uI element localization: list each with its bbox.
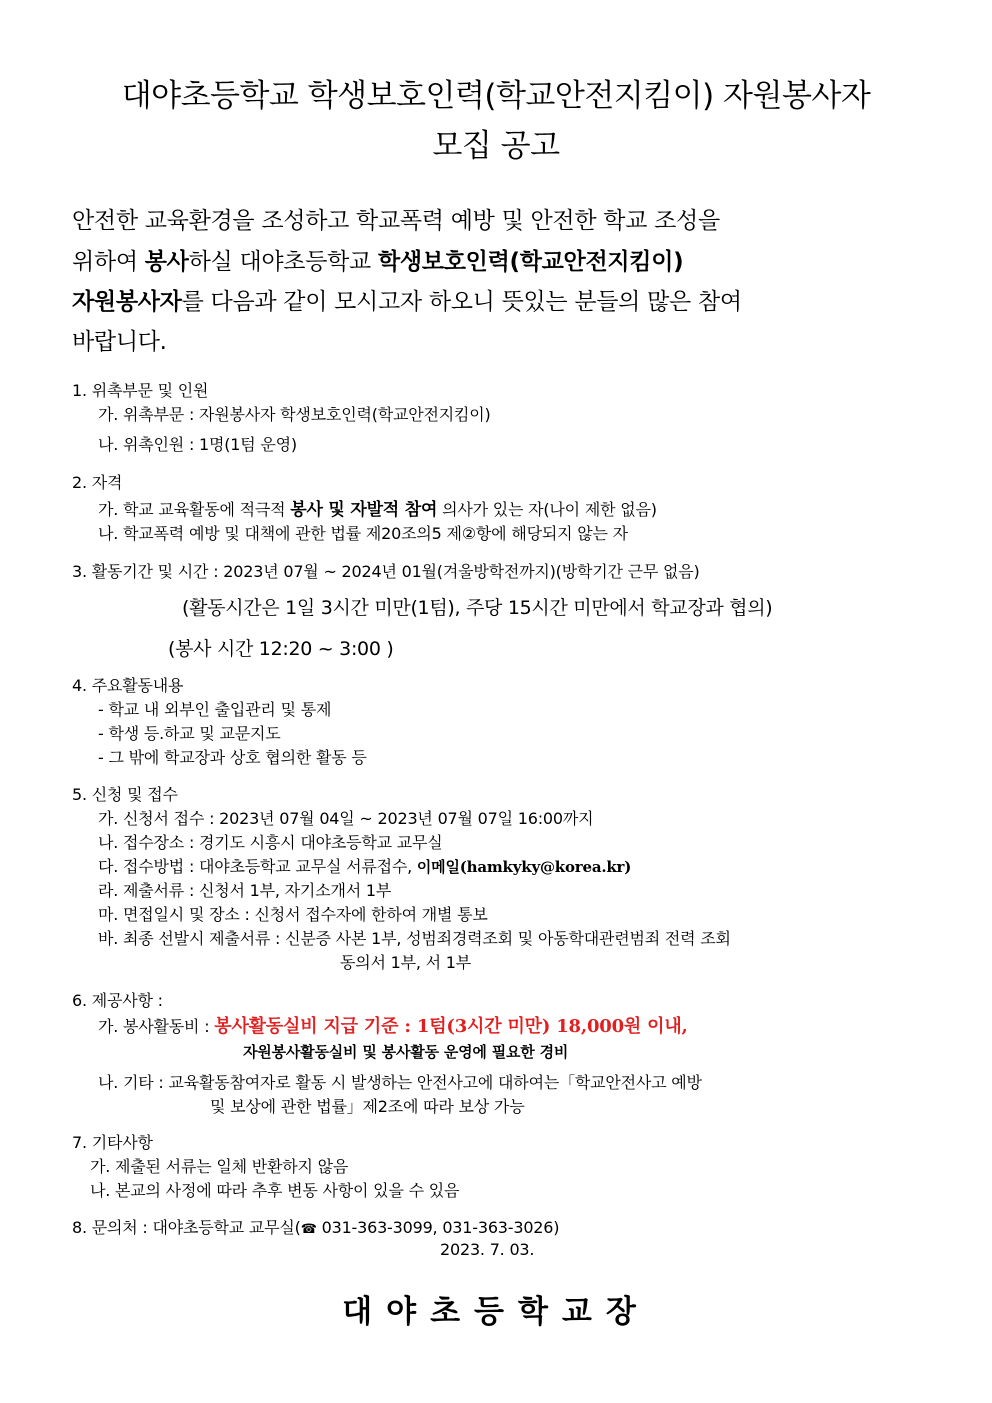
- section-1-item-b: 나. 위촉인원 : 1명(1텀 운영): [98, 435, 297, 454]
- section-3-note-hours: (활동시간은 1일 3시간 미만(1텀), 주당 15시간 미만에서 학교장과 협의): [182, 597, 773, 619]
- intro-line-1: 안전한 교육환경을 조성하고 학교폭력 예방 및 안전한 학교 조성을: [72, 208, 720, 234]
- section-5-item-b: 나. 접수장소 : 경기도 시흥시 대야초등학교 교무실: [98, 833, 443, 852]
- email-address: 이메일(hamkyky@korea.kr): [416, 858, 632, 876]
- contact-text: 8. 문의처 : 대야초등학교 교무실(: [72, 1218, 301, 1237]
- item-text: 가. 학교 교육활동에 적극적: [98, 500, 291, 519]
- item-text: 가. 봉사활동비 :: [98, 1017, 215, 1036]
- section-6-item-a: [98, 1012, 688, 1038]
- page-subtitle: 모집 공고: [432, 128, 560, 164]
- section-7-item-b: 나. 본교의 사정에 따라 추후 변동 사항이 있을 수 있음: [90, 1181, 460, 1200]
- stipend-highlight: 봉사활동실비 지급 기준 : 1텀(3시간 미만) 18,000원 이내,: [214, 1016, 688, 1037]
- section-1-item-a: 가. 위촉부문 : 자원봉사자 학생보호인력(학교안전지킴이): [98, 405, 491, 424]
- section-5-item-f-cont: 동의서 1부, 서 1부: [340, 953, 472, 972]
- intro-emphasis: 자원봉사자: [72, 289, 182, 315]
- section-8-contact: [72, 1215, 559, 1238]
- intro-emphasis: 학생보호인력(학교안전지킴이): [377, 249, 684, 275]
- section-7-heading: 7. 기타사항: [72, 1133, 153, 1152]
- intro-line-4: 바랍니다.: [72, 329, 167, 355]
- section-4-heading: 4. 주요활동내용: [72, 676, 184, 695]
- section-5-item-c: [98, 854, 631, 877]
- section-2-item-b: 나. 학교폭력 예방 및 대책에 관한 법률 제20조의5 제②항에 해당되지 않는 자: [98, 524, 628, 543]
- closing-signature: 대야초등학교장: [342, 1294, 650, 1330]
- section-6-item-b: 나. 기타 : 교육활동참여자로 활동 시 발생하는 안전사고에 대하여는「학교안전사고 예방: [98, 1073, 702, 1092]
- section-5-item-d: 라. 제출서류 : 신청서 1부, 자기소개서 1부: [98, 881, 392, 900]
- intro-text: 하실 대야초등학교: [188, 249, 378, 275]
- section-6-item-a-cont: 자원봉사활동실비 및 봉사활동 운영에 필요한 경비: [243, 1043, 569, 1061]
- section-5-item-e: 마. 면접일시 및 장소 : 신청서 접수자에 한하여 개별 통보: [98, 905, 488, 924]
- section-4-item: - 학교 내 외부인 출입관리 및 통제: [98, 700, 332, 719]
- intro-emphasis: 봉사: [144, 249, 189, 275]
- section-5-heading: 5. 신청 및 접수: [72, 785, 178, 804]
- section-2-heading: 2. 자격: [72, 473, 123, 492]
- item-text: 의사가 있는 자(나이 제한 없음): [437, 500, 657, 519]
- section-6-item-b-cont: 및 보상에 관한 법률」제2조에 따라 보상 가능: [210, 1097, 525, 1116]
- section-7-item-a: 가. 제출된 서류는 일체 반환하지 않음: [90, 1157, 349, 1176]
- intro-text: 를 다음과 같이 모시고자 하오니 뜻있는 분들의 많은 참여: [181, 289, 742, 315]
- section-4-item: - 학생 등.하교 및 교문지도: [98, 724, 281, 743]
- section-3-heading: 3. 활동기간 및 시간 : 2023년 07월 ~ 2024년 01월(겨울방학전까지)(방학기간 근무 없음): [72, 562, 700, 581]
- item-text: 다. 접수방법 : 대야초등학교 교무실 서류접수,: [98, 857, 417, 876]
- section-4-item: - 그 밖에 학교장과 상호 협의한 활동 등: [98, 748, 367, 767]
- section-2-item-a: [98, 495, 657, 520]
- intro-line-3: [72, 283, 742, 316]
- notice-date: 2023. 7. 03.: [440, 1240, 535, 1259]
- section-5-item-a: 가. 신청서 접수 : 2023년 07월 04일 ~ 2023년 07월 07일 16:00까지: [98, 809, 594, 828]
- intro-line-2: [72, 243, 683, 276]
- item-emphasis: 봉사 및 자발적 참여: [290, 500, 438, 520]
- section-3-note-time: (봉사 시간 12:20 ~ 3:00 ): [168, 638, 394, 660]
- phone-icon: ☎: [300, 1222, 317, 1237]
- section-6-heading: 6. 제공사항 :: [72, 991, 163, 1010]
- contact-numbers: 031-363-3099, 031-363-3026): [316, 1218, 560, 1237]
- intro-text: 위하여: [72, 249, 145, 275]
- section-5-item-f: 바. 최종 선발시 제출서류 : 신분증 사본 1부, 성범죄경력조회 및 아동학대관련범죄 전력 조회: [98, 929, 731, 948]
- page-title: 대야초등학교 학생보호인력(학교안전지킴이) 자원봉사자: [121, 78, 871, 114]
- section-1-heading: 1. 위촉부문 및 인원: [72, 381, 209, 400]
